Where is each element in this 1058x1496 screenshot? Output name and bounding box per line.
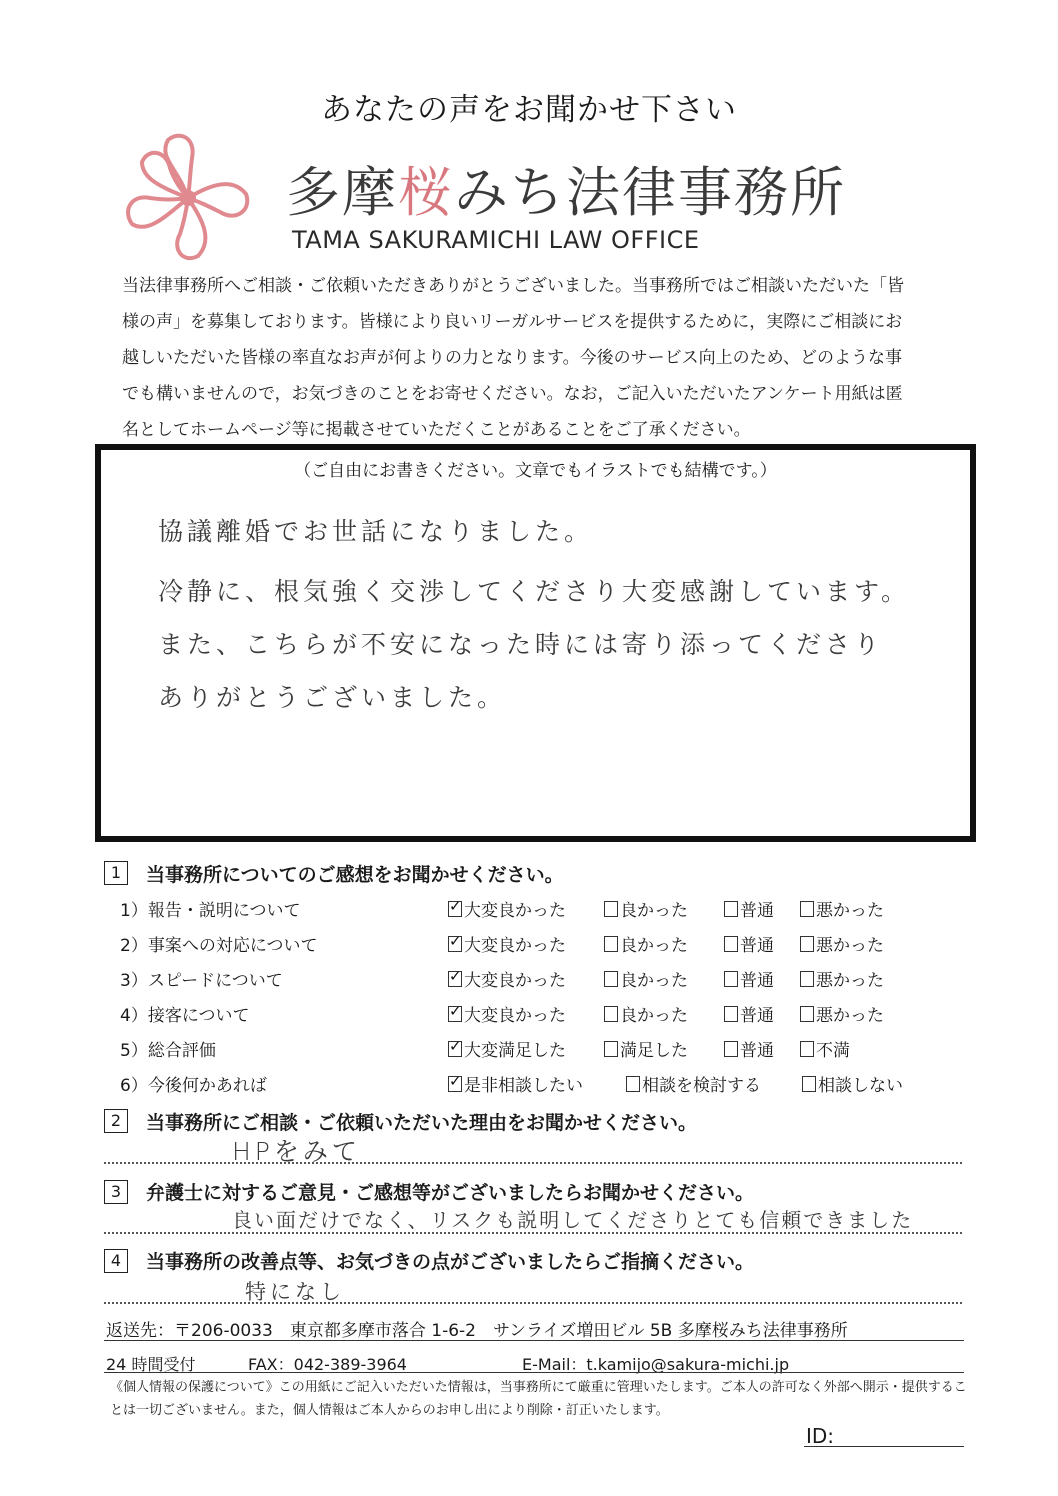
checkbox-icon[interactable] xyxy=(800,971,814,987)
checkbox-icon[interactable] xyxy=(800,1006,814,1022)
option-label: 普通 xyxy=(740,971,774,991)
hours-label: 24 時間受付 xyxy=(106,1355,196,1374)
section-4-answer[interactable]: 特になし xyxy=(245,1280,345,1304)
checked-checkbox-icon[interactable] xyxy=(448,1041,462,1057)
freeform-line-3: また、こちらが不安になった時には寄り添ってくださり xyxy=(158,630,884,659)
question-4-label: 4）接客について xyxy=(120,1006,250,1026)
id-label: ID: xyxy=(806,1424,835,1448)
question-3-label: 3）スピードについて xyxy=(120,971,283,991)
intro-text: 当法律事務所へご相談・ご依頼いただきありがとうございました。当事務所ではご相談いただいた「皆 様の声」を募集しております。皆様により良いリーガルサービスを提供するために，実際にご相談にお 越しいただいた皆様の率直なお声が何よりの力となります。今後のサービス向上のため、どのような事 でも構いませんので，お気づきのことをお寄せください。なお，ご記入いただいたアンケート用紙は匿 名としてホームページ等に掲載させていただくことがあることをご了承ください。 xyxy=(122,276,904,440)
firm-name-post: みち法律事務所 xyxy=(454,161,846,224)
option-label: 悪かった xyxy=(816,1006,884,1026)
checkbox-icon[interactable] xyxy=(724,1041,738,1057)
question-4-option[interactable] xyxy=(800,1001,884,1026)
checkbox-icon[interactable] xyxy=(604,936,618,952)
question-4-option[interactable] xyxy=(724,1001,774,1026)
question-2-option[interactable] xyxy=(448,931,566,956)
section-1-number: 1 xyxy=(104,861,128,885)
section-2-title: 当事務所にご相談・ご依頼いただいた理由をお聞かせください。 xyxy=(146,1112,698,1134)
section-3-number: 3 xyxy=(104,1180,128,1204)
checkbox-icon[interactable] xyxy=(724,1006,738,1022)
firm-name xyxy=(286,150,846,227)
checkbox-icon[interactable] xyxy=(800,936,814,952)
return-address: 返送先：〒206-0033 東京都多摩市落合 1-6-2 サンライズ増田ビル 5B 多摩桜みち法律事務所 xyxy=(106,1321,848,1341)
checkbox-icon[interactable] xyxy=(626,1076,640,1092)
email-address[interactable]: E-Mail：t.kamijo@sakura-michi.jp xyxy=(522,1355,790,1374)
section-3-answer-line xyxy=(104,1232,962,1234)
firm-name-english: TAMA SAKURAMICHI LAW OFFICE xyxy=(292,226,700,254)
question-4-option[interactable] xyxy=(604,1001,688,1026)
question-4-option[interactable] xyxy=(448,1001,566,1026)
option-label: 相談を検討する xyxy=(642,1076,761,1096)
question-5-option[interactable] xyxy=(604,1036,688,1061)
option-label: 良かった xyxy=(620,1006,688,1026)
contact-rule xyxy=(104,1372,964,1373)
question-3-option[interactable] xyxy=(448,966,566,991)
question-1-option[interactable] xyxy=(604,896,688,921)
option-label: 不満 xyxy=(816,1041,850,1061)
section-3-title: 弁護士に対するご意見・ご感想等がございましたらお聞かせください。 xyxy=(146,1182,755,1204)
question-2-option[interactable] xyxy=(604,931,688,956)
checkbox-icon[interactable] xyxy=(724,971,738,987)
freeform-line-2: 冷静に、根気強く交渉してくださり大変感謝しています。 xyxy=(158,577,911,606)
question-5-option[interactable] xyxy=(448,1036,566,1061)
checkbox-icon[interactable] xyxy=(604,901,618,917)
question-1-option[interactable] xyxy=(448,896,566,921)
section-2-answer[interactable]: HPをみて xyxy=(232,1137,361,1166)
checkbox-icon[interactable] xyxy=(802,1076,816,1092)
section-4-title: 当事務所の改善点等、お気づきの点がございましたらご指摘ください。 xyxy=(146,1251,755,1273)
question-6-option[interactable] xyxy=(802,1071,903,1096)
checkbox-icon[interactable] xyxy=(724,936,738,952)
option-label: 普通 xyxy=(740,936,774,956)
checkbox-icon[interactable] xyxy=(604,1006,618,1022)
checkbox-icon[interactable] xyxy=(800,901,814,917)
option-label: 良かった xyxy=(620,901,688,921)
fax-number: FAX：042-389-3964 xyxy=(248,1355,407,1374)
question-1-option[interactable] xyxy=(724,896,774,921)
checkbox-icon[interactable] xyxy=(800,1041,814,1057)
survey-headline: あなたの声をお聞かせ下さい xyxy=(321,92,737,128)
question-6-option[interactable] xyxy=(626,1071,761,1096)
option-label: 大変良かった xyxy=(464,936,566,956)
privacy-notice: 《個人情報の保護について》この用紙にご記入いただいた情報は，当事務所にて厳重に管理いたします。ご本人の許可なく外部へ開示・提供することは一切ございません。また，個人情報はご本人からのお申し出により削除・訂正いたします。 xyxy=(110,1380,967,1418)
checked-checkbox-icon[interactable] xyxy=(448,1076,462,1092)
question-5-label: 5）総合評価 xyxy=(120,1041,216,1061)
question-6-label: 6）今後何かあれば xyxy=(120,1076,267,1096)
freeform-line-4: ありがとうございました。 xyxy=(158,683,507,712)
freeform-line-1: 協議離婚でお世話になりました。 xyxy=(158,517,594,546)
option-label: 満足した xyxy=(620,1041,688,1061)
option-label: 普通 xyxy=(740,901,774,921)
option-label: 良かった xyxy=(620,936,688,956)
checked-checkbox-icon[interactable] xyxy=(448,971,462,987)
section-4-number: 4 xyxy=(104,1249,128,1273)
option-label: 悪かった xyxy=(816,936,884,956)
section-2-number: 2 xyxy=(104,1109,128,1133)
checkbox-icon[interactable] xyxy=(604,971,618,987)
freeform-note: （ご自由にお書きください。文章でもイラストでも結構です。） xyxy=(294,461,777,481)
option-label: 是非相談したい xyxy=(464,1076,583,1096)
question-5-option[interactable] xyxy=(724,1036,774,1061)
return-address-rule xyxy=(104,1340,964,1341)
question-2-option[interactable] xyxy=(800,931,884,956)
option-label: 悪かった xyxy=(816,901,884,921)
checkbox-icon[interactable] xyxy=(604,1041,618,1057)
section-4-answer-line xyxy=(104,1302,962,1304)
question-6-option[interactable] xyxy=(448,1071,583,1096)
checked-checkbox-icon[interactable] xyxy=(448,901,462,917)
section-3-answer[interactable]: 良い面だけでなく、リスクも説明してくださりとても信頼できました xyxy=(232,1208,914,1232)
sakura-logo-icon xyxy=(118,128,258,268)
option-label: 大変良かった xyxy=(464,901,566,921)
option-label: 大変良かった xyxy=(464,971,566,991)
checked-checkbox-icon[interactable] xyxy=(448,1006,462,1022)
firm-name-pre: 多摩 xyxy=(286,161,398,224)
question-2-label: 2）事案への対応について xyxy=(120,936,318,956)
option-label: 相談しない xyxy=(818,1076,903,1096)
option-label: 大変良かった xyxy=(464,1006,566,1026)
section-2-answer-line xyxy=(104,1162,962,1164)
option-label: 普通 xyxy=(740,1006,774,1026)
question-1-label: 1）報告・説明について xyxy=(120,901,301,921)
option-label: 大変満足した xyxy=(464,1041,566,1061)
checked-checkbox-icon[interactable] xyxy=(448,936,462,952)
question-1-option[interactable] xyxy=(800,896,884,921)
id-field-line[interactable] xyxy=(804,1446,964,1447)
option-label: 良かった xyxy=(620,971,688,991)
question-3-option[interactable] xyxy=(604,966,688,991)
question-3-option[interactable] xyxy=(800,966,884,991)
option-label: 悪かった xyxy=(816,971,884,991)
section-1-title: 当事務所についてのご感想をお聞かせください。 xyxy=(146,864,564,886)
question-5-option[interactable] xyxy=(800,1036,850,1061)
option-label: 普通 xyxy=(740,1041,774,1061)
question-2-option[interactable] xyxy=(724,931,774,956)
checkbox-icon[interactable] xyxy=(724,901,738,917)
question-3-option[interactable] xyxy=(724,966,774,991)
firm-name-sakura: 桜 xyxy=(398,161,454,224)
